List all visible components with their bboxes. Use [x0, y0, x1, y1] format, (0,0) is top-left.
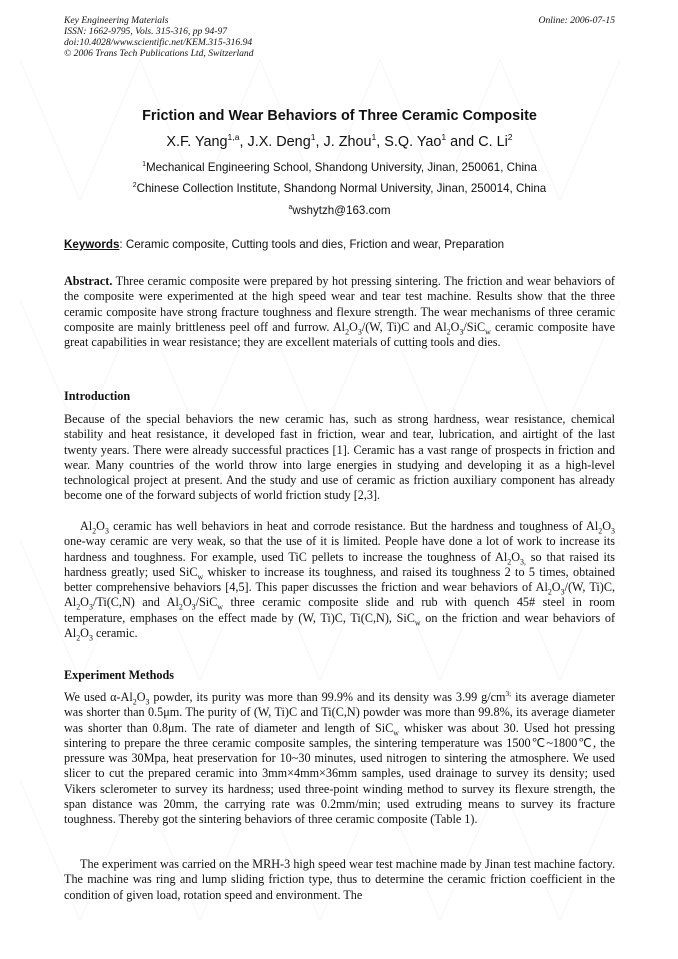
affiliation-1: [64, 161, 615, 174]
author-sup: 2: [507, 132, 513, 143]
abstract-text: ceramic composite have great capabilities in wear resistance; they are excellent materials of cutting tools and dies.: [64, 319, 615, 350]
chem: O: [80, 626, 89, 641]
sub: 2: [76, 633, 81, 643]
intro-text: /Ti(C,N) and Al: [92, 595, 179, 610]
author-name: S.Q. Yao: [384, 134, 442, 150]
sub: 3: [611, 526, 615, 536]
abstract-text: /(W, Ti)C and Al: [361, 319, 447, 334]
sup: 3;: [505, 688, 512, 698]
sub: 3: [88, 602, 93, 612]
chem: O: [349, 319, 358, 334]
sub: 3,: [520, 557, 526, 567]
author-sup: 1,a: [227, 132, 240, 143]
sub: 2: [345, 327, 350, 337]
intro-text: one-way ceramic are very weak, so that the use of it is limited. People have done a lot of work to increase its hardness and toughness. For example, used TiC pellets to increase the toughness of Al: [64, 534, 615, 564]
chem: O: [80, 595, 89, 610]
sub: 2: [446, 327, 451, 337]
sub: 3: [145, 697, 150, 707]
abstract-paragraph: [64, 274, 615, 350]
intro-text: ceramic.: [92, 626, 138, 641]
sub: 2: [598, 526, 603, 536]
experiment-heading: Experiment Methods: [64, 668, 175, 682]
intro-text: three ceramic composite slide and rub with quench 45# steel in room temperature, emphases on the effect made by (W, Ti)C, Ti(C,N), SiC: [64, 595, 615, 625]
exp-text: powder, its purity was more than 99.9% and its density was 3.99 g/cm: [149, 690, 506, 704]
sub: 3: [459, 327, 464, 337]
issn-line: ISSN: 1662-9795, Vols. 315-316, pp 94-97: [64, 26, 228, 37]
sub: 2: [92, 526, 97, 536]
affiliation-text: Mechanical Engineering School, Shandong University, Jinan, 250061, China: [145, 161, 537, 174]
sub: 2: [178, 602, 183, 612]
copyright-line: © 2006 Trans Tech Publications Ltd, Switzerland: [64, 48, 254, 59]
chem: Al: [80, 519, 93, 533]
sub: 3: [357, 327, 362, 337]
exp-text: We used α-Al: [64, 690, 133, 704]
author-sep: ,: [376, 134, 385, 150]
keywords-text: : Ceramic composite, Cutting tools and dies, Friction and wear, Preparation: [119, 238, 505, 251]
journal-name: Key Engineering Materials: [64, 15, 169, 26]
sub: w: [393, 728, 399, 738]
sub: 2: [132, 697, 137, 707]
author-email: [64, 204, 615, 217]
sub: 3: [88, 633, 93, 643]
introduction-paragraph-1: Because of the special behaviors the new ceramic has, such as strong hardness, wear resistance, chemical stability and heat resistance, it developed fast in friction, wear and tear, lubrication, and airtight of the last twenty years. There were already successful practices [1]. Ceramic has a vast range of prospects in friction and wear. Many countries of the world throw into large energies in studying and developing it as a high-level technological project at present. And the study and use of ceramic as friction auxiliary component has already become one of the forward subjects of world friction study [2,3].: [64, 412, 615, 503]
keywords-label: Keywords: [64, 238, 120, 251]
intro-text: ceramic has well behaviors in heat and corrode resistance. But the hardness and toughness of Al: [108, 519, 599, 533]
experiment-paragraph-1: [64, 690, 615, 828]
chem: O: [136, 690, 146, 704]
author-name: X.F. Yang: [166, 134, 228, 150]
chem: O: [450, 319, 460, 334]
chem: O: [182, 595, 192, 610]
sub: w: [414, 618, 421, 628]
author-sup: 1: [310, 132, 316, 143]
keywords-line: [64, 238, 615, 251]
experiment-paragraph-2: The experiment was carried on the MRH-3 high speed wear test machine made by Jinan test machine factory. The machine was ring and lump sliding friction type, thus to determine the ceramic friction coefficient in the condition of given load, rotation speed and environment. The: [64, 857, 615, 902]
chem: O: [511, 549, 521, 564]
abstract-text: /SiC: [463, 319, 486, 334]
exp-text: its average diameter was shorter than 0.5μm. The purity of (W, Ti)C and Ti(C,N) powder was more than 99.8%, its average diameter was shorter than 0.8μm. The rate of diameter and length of SiC: [64, 690, 615, 735]
intro-text: so that raised its hardness greatly; used SiC: [64, 549, 616, 579]
author-name: C. Li: [478, 134, 508, 150]
chem: O: [551, 580, 561, 595]
doi-line: doi:10.4028/www.scientific.net/KEM.315-316.94: [64, 37, 253, 48]
chem: O: [96, 519, 105, 533]
intro-text: /SiC: [195, 595, 218, 610]
journal-header: [64, 15, 615, 59]
author-sep: ,: [315, 134, 324, 150]
chem: O: [602, 519, 612, 533]
abstract-text: Three ceramic composite were prepared by hot pressing sintering. The friction and wear behaviors of the composite were experimented at the high speed wear and tear test machine. Results show that the three ceramic composite have strong fracture toughness and flexure strength. The wear mechanisms of three ceramic composite are mainly brittleness peel off and furrow. Al: [64, 274, 615, 334]
sub: 3: [104, 526, 109, 536]
author-sep: and: [446, 134, 479, 150]
abstract-label: Abstract.: [64, 274, 113, 288]
intro-text: whisker to increase its toughness, and raised its toughness 2 to 5 times, obtained better comprehensive behaviors [4,5]. This paper discusses the friction and wear behaviors of Al: [64, 564, 615, 595]
affiliation-text: Chinese Collection Institute, Shandong Normal University, Jinan, 250014, China: [136, 182, 547, 195]
paper-title: Friction and Wear Behaviors of Three Ceramic Composite: [142, 108, 537, 124]
online-date: Online: 2006-07-15: [538, 15, 615, 26]
author-name: J. Zhou: [323, 134, 372, 150]
affiliation-sup: 2: [132, 182, 137, 190]
affiliation-sup: a: [288, 204, 293, 212]
exp-text: whisker was about 30. Used hot pressing sintering to prepare the three ceramic composite samples, the sintering temperature was 1500℃~1800℃, the pressure was 30Mpa, heat preservation for 10~30 minutes, used nitrogen to sintering the atmosphere. We used slicer to cut the prepared ceramic into 3mm×4mm×36mm samples, used drainage to survey its density; used Vikers sclerometer to survey its hardness; used three-point winding method to survey its flexure strength, the span distance was 20mm, the carrying rate was 0.2mm/min; used extruding means to survey its fracture toughness. Thereby got the sintering behaviors of three ceramic composite (Table 1).: [64, 720, 616, 827]
sub: 2: [76, 602, 81, 612]
sub: 3: [560, 587, 565, 597]
affiliation-2: [64, 182, 615, 195]
introduction-heading: Introduction: [64, 389, 131, 403]
author-sup: 1: [441, 132, 447, 143]
introduction-paragraph-2: [64, 519, 615, 641]
sub: w: [197, 572, 204, 582]
affiliation-sup: 1: [142, 161, 146, 169]
sub: w: [217, 602, 224, 612]
author-list: [64, 134, 615, 150]
sub: 2: [547, 587, 552, 597]
email-text: wshytzh@163.com: [292, 204, 391, 217]
author-name: J.X. Deng: [247, 134, 311, 150]
intro-text: /(W, Ti)C, Al: [64, 580, 615, 610]
sub: w: [485, 327, 491, 337]
intro-text: on the friction and wear behaviors of Al: [64, 610, 616, 641]
author-sep: ,: [239, 134, 248, 150]
sub: 2: [507, 557, 512, 567]
sub: 3: [191, 602, 196, 612]
author-sup: 1: [371, 132, 377, 143]
